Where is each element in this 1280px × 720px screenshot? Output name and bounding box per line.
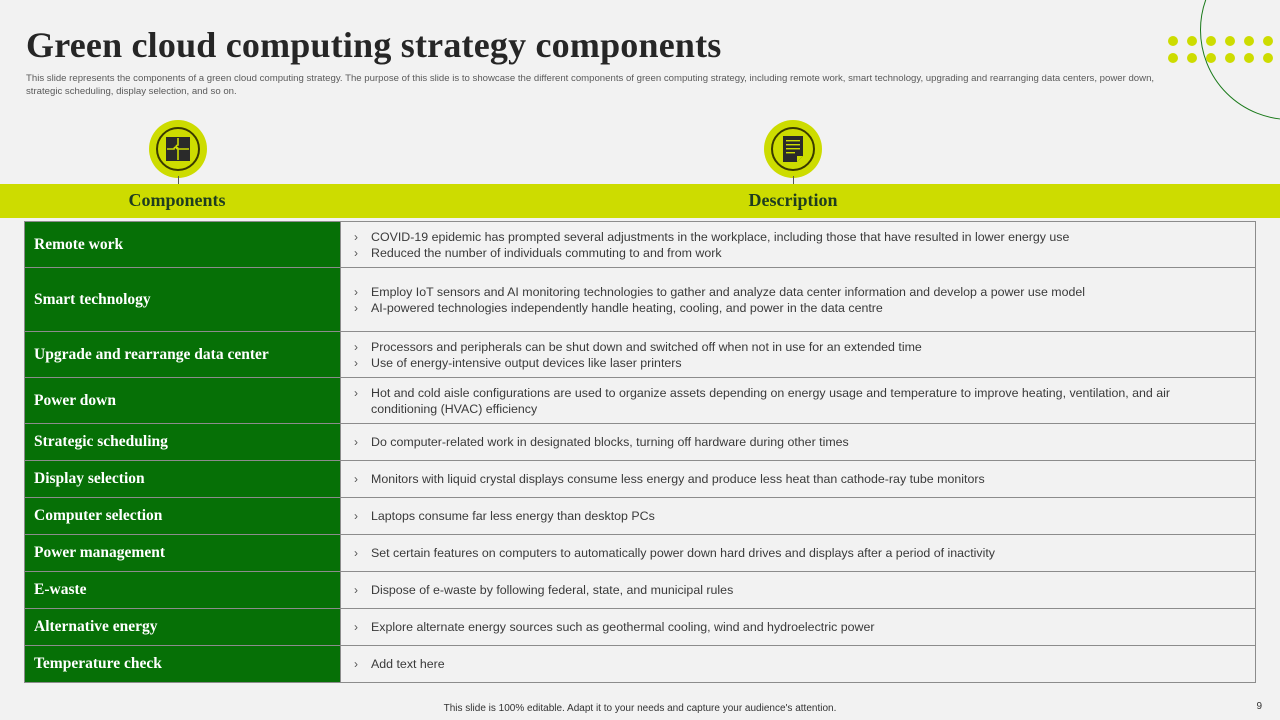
description-bullet: [341, 385, 1255, 417]
description-bullet: [341, 434, 1255, 450]
description-cell: [341, 332, 1256, 378]
component-name: Remote work: [25, 222, 341, 268]
component-name: Computer selection: [25, 498, 341, 535]
bullet-text: Set certain features on computers to automatically power down hard drives and displays after a period of inactivity: [371, 546, 995, 560]
table-row: [25, 424, 1256, 461]
chevron-right-icon: ›: [354, 284, 358, 299]
description-bullet: [341, 471, 1255, 487]
component-name: Strategic scheduling: [25, 424, 341, 461]
chevron-right-icon: ›: [354, 546, 358, 560]
chevron-right-icon: ›: [354, 245, 358, 260]
component-name: Smart technology: [25, 268, 341, 332]
slide-subtitle: This slide represents the components of a green cloud computing strategy. The purpose of this slide is to showcase the different components of green computing strategy, including remote work, smart technology, upgrading and rearranging data centers, power down, strategic scheduling, display selection, and so on.: [26, 73, 1155, 97]
chevron-right-icon: ›: [354, 385, 358, 400]
description-bullet: [341, 300, 1255, 316]
table-row: [25, 332, 1256, 378]
description-cell: [341, 572, 1256, 609]
bullet-text: Processors and peripherals can be shut down and switched off when not in use for an extended time: [371, 339, 922, 354]
description-bullet: [341, 284, 1255, 300]
component-name: Temperature check: [25, 646, 341, 683]
description-bullet: [341, 656, 1255, 672]
description-bullet: [341, 229, 1255, 245]
table-row: [25, 498, 1256, 535]
bullet-text: Employ IoT sensors and AI monitoring technologies to gather and analyze data center information and develop a power use model: [371, 284, 1086, 299]
chevron-right-icon: ›: [354, 472, 358, 486]
chevron-right-icon: ›: [354, 339, 358, 354]
footer-note: This slide is 100% editable. Adapt it to your needs and capture your audience's attention.: [443, 703, 837, 714]
component-name: Power management: [25, 535, 341, 572]
component-name: Upgrade and rearrange data center: [25, 332, 341, 378]
description-cell: [341, 461, 1256, 498]
chevron-right-icon: ›: [354, 435, 358, 449]
table-row: [25, 646, 1256, 683]
table-row: [25, 609, 1256, 646]
description-cell: [341, 378, 1256, 424]
table-row: [25, 268, 1256, 332]
chevron-right-icon: ›: [354, 583, 358, 597]
component-name: Display selection: [25, 461, 341, 498]
bullet-text: Monitors with liquid crystal displays consume less energy and produce less heat than cathode-ray tube monitors: [371, 472, 985, 486]
description-bullet: [341, 355, 1255, 371]
description-bullet: [341, 508, 1255, 524]
description-bullet: [341, 582, 1255, 598]
bullet-text: Use of energy-intensive output devices like laser printers: [371, 355, 682, 370]
bullet-text: Explore alternate energy sources such as geothermal cooling, wind and hydroelectric power: [371, 620, 875, 634]
bullet-text: Reduced the number of individuals commuting to and from work: [371, 245, 722, 260]
components-header: Components: [128, 190, 226, 210]
description-icon-badge: [764, 120, 822, 178]
chevron-right-icon: ›: [354, 657, 358, 671]
description-bullet: [341, 619, 1255, 635]
description-cell: [341, 646, 1256, 683]
components-icon-badge: [149, 120, 207, 178]
component-name: Power down: [25, 378, 341, 424]
slide-title: Green cloud computing strategy components: [26, 25, 722, 65]
chevron-right-icon: ›: [354, 355, 358, 370]
table-row: [25, 535, 1256, 572]
table-row: [25, 572, 1256, 609]
chevron-right-icon: ›: [354, 620, 358, 634]
description-cell: [341, 424, 1256, 461]
bullet-text: Add text here: [371, 657, 445, 671]
description-cell: [341, 268, 1256, 332]
bullet-text: Laptops consume far less energy than desktop PCs: [371, 509, 655, 523]
table-row: [25, 378, 1256, 424]
description-header: Description: [748, 190, 838, 210]
chevron-right-icon: ›: [354, 229, 358, 244]
chevron-right-icon: ›: [354, 300, 358, 315]
description-bullet: [341, 339, 1255, 355]
description-bullet: [341, 545, 1255, 561]
component-name: Alternative energy: [25, 609, 341, 646]
bullet-text: AI-powered technologies independently handle heating, cooling, and power in the data centre: [371, 300, 883, 315]
description-bullet: [341, 245, 1255, 261]
description-cell: [341, 498, 1256, 535]
table-row: [25, 461, 1256, 498]
bullet-text: Do computer-related work in designated blocks, turning off hardware during other times: [371, 435, 849, 449]
puzzle-icon: [165, 136, 191, 162]
page-number: 9: [1256, 701, 1262, 712]
bullet-text: Dispose of e-waste by following federal, state, and municipal rules: [371, 583, 734, 597]
chevron-right-icon: ›: [354, 509, 358, 523]
description-cell: [341, 535, 1256, 572]
components-table: [24, 221, 1256, 683]
table-row: [25, 222, 1256, 268]
bullet-text: COVID-19 epidemic has prompted several adjustments in the workplace, including those that have resulted in lower energy use: [371, 229, 1070, 244]
bullet-text: Hot and cold aisle configurations are used to organize assets depending on energy usage and temperature to improve heating, ventilation, and air conditioning (HVAC) efficiency: [371, 385, 1171, 416]
component-name: E-waste: [25, 572, 341, 609]
description-cell: [341, 222, 1256, 268]
description-cell: [341, 609, 1256, 646]
document-icon: [782, 135, 804, 163]
